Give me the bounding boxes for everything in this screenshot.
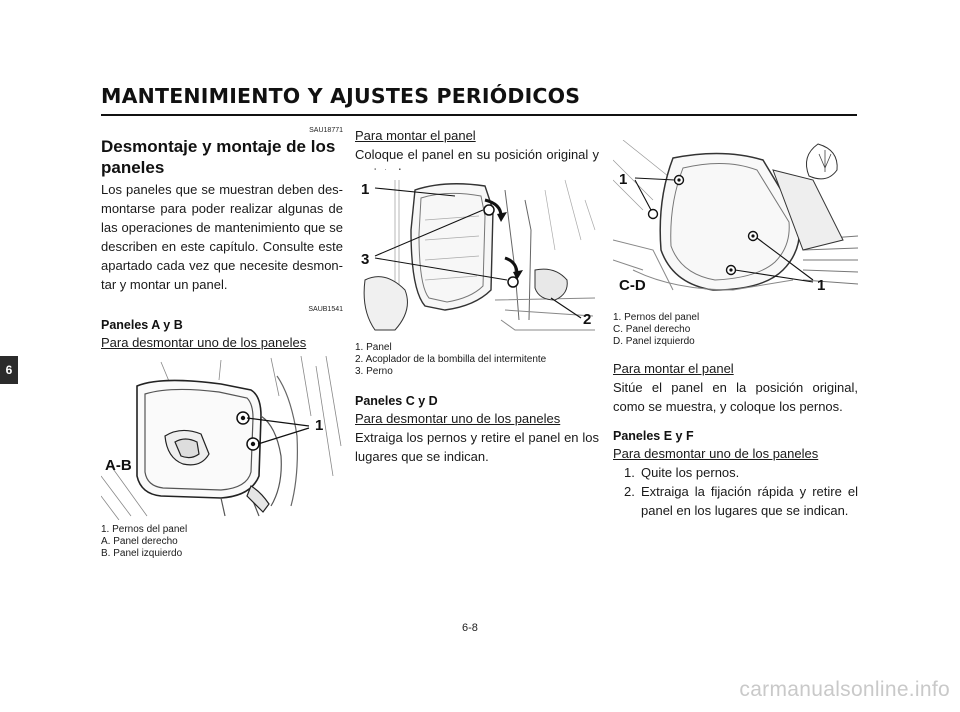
remove-text-cd: Extraiga los pernos y retire el panel en los lugares que se indican. — [355, 430, 599, 464]
step-item — [613, 482, 858, 520]
figure-2-captions — [355, 342, 599, 378]
caption-item: 1. Panel — [355, 342, 392, 353]
step-text: Extraiga la fijación rápida y retire el panel en los lugares que se indican. — [641, 484, 858, 518]
remove-heading-cd: Para desmontar uno de los paneles — [355, 411, 561, 426]
install-heading-cd: Para montar el panel — [613, 361, 734, 376]
figure-ab-illustration — [101, 356, 343, 520]
caption-item: A. Panel derecho — [101, 536, 178, 547]
step-text: Quite los pernos. — [641, 465, 740, 480]
figure-cd-callout-bottom: 1 — [817, 277, 826, 294]
panels-ef-heading: Paneles E y F — [613, 429, 694, 443]
caption-item: 1. Pernos del panel — [613, 312, 700, 323]
step-number: 1. — [624, 465, 635, 480]
section-heading-line2: paneles — [101, 158, 165, 177]
caption-item: B. Panel izquierdo — [101, 548, 183, 559]
caption-item: 1. Pernos del panel — [101, 524, 188, 535]
caption-item: C. Panel derecho — [613, 324, 691, 335]
figure-ab-captions — [101, 524, 343, 560]
section-code: SAU18771 — [309, 127, 343, 134]
section-heading-line1: Desmontaje y montaje de los — [101, 137, 336, 156]
figure-ab-label: A-B — [105, 457, 132, 474]
page-title: MANTENIMIENTO Y AJUSTES PERIÓDICOS — [101, 84, 581, 108]
install-heading-ab: Para montar el panel — [355, 128, 476, 143]
panels-ab-heading: Paneles A y B — [101, 318, 183, 332]
removal-steps — [613, 463, 858, 520]
caption-item: 3. Perno — [355, 366, 393, 377]
column-1 — [101, 127, 343, 390]
step-number: 2. — [624, 484, 635, 499]
remove-heading-ef: Para desmontar uno de los paneles — [613, 446, 819, 461]
figure-cd-captions — [613, 312, 858, 348]
caption-item: 2. Acoplador de la bombilla del intermitente — [355, 354, 547, 365]
figure-cd-callout-top: 1 — [619, 171, 628, 188]
panels-cd-heading: Paneles C y D — [355, 394, 438, 408]
section-heading — [101, 136, 343, 178]
watermark: carmanualsonline.info — [739, 678, 950, 701]
remove-heading-ab: Para desmontar uno de los paneles — [101, 335, 307, 350]
title-rule — [101, 114, 857, 116]
figure-ab-callout-1: 1 — [315, 417, 324, 434]
section-code-2: SAUB1541 — [308, 306, 343, 313]
figure-2-illustration — [355, 170, 599, 336]
figure-2-callout-2: 2 — [583, 311, 592, 328]
column-3 — [613, 360, 858, 520]
figure-cd-label: C-D — [619, 277, 646, 294]
intro-paragraph: Los paneles que se muestran deben des-montarse para poder realizar algunas de las operaciones de mantenimiento que se describen en este capítulo. Consulte este apartado cada vez que necesite desmon-tar y montar un panel. — [101, 182, 343, 292]
figure-panels-ab — [101, 356, 343, 520]
column-2-lower — [355, 393, 599, 466]
install-text-cd: Sitúe el panel en la posición original, como se muestra, y coloque los pernos. — [613, 380, 858, 414]
install-text-ab: Coloque el panel en su posición original y — [355, 147, 599, 162]
figure-turn-signal — [355, 170, 599, 336]
figure-cd-illustration — [613, 140, 858, 306]
figure-2-callout-1: 1 — [361, 181, 370, 198]
chapter-tab: 6 — [0, 356, 18, 384]
step-item — [613, 463, 858, 482]
caption-item: D. Panel izquierdo — [613, 336, 695, 347]
figure-2-callout-3: 3 — [361, 251, 370, 268]
page-number: 6-8 — [462, 622, 478, 634]
figure-panels-cd — [613, 140, 858, 306]
